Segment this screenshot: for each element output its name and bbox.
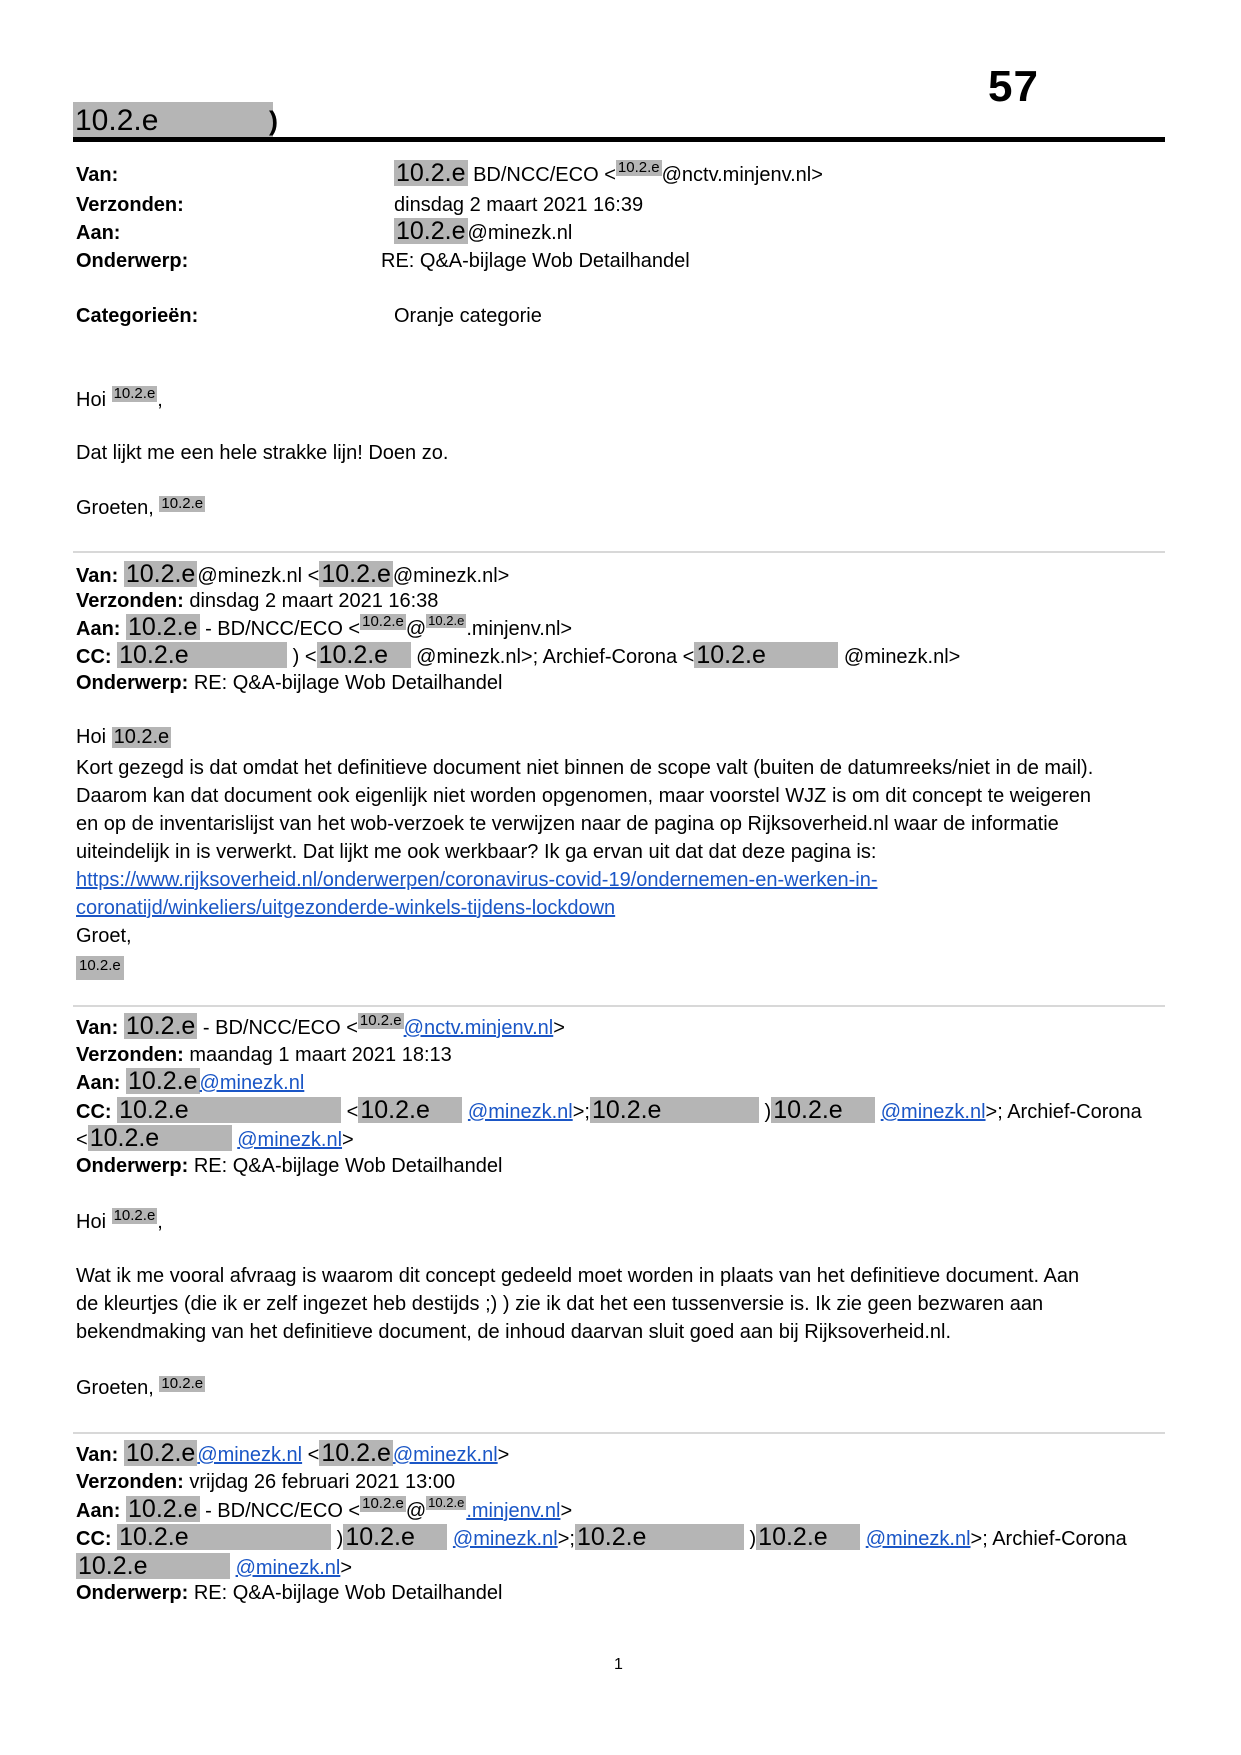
text: vrijdag 26 februari 2021 13:00 (189, 1471, 456, 1493)
text: de kleurtjes (die ik er zelf ingezet heb destijds ;) ) zie ik dat het een tussenversie is. Ik zie geen bezwaren aan (76, 1293, 1044, 1315)
redaction: 10.2.e (428, 613, 465, 628)
redaction: 10.2.e (362, 1495, 404, 1512)
text: Onderwerp: (76, 672, 189, 694)
text: ) (749, 1528, 757, 1550)
redaction: 10.2.e (117, 1097, 341, 1123)
text: >; (557, 1528, 575, 1550)
text: maandag 1 maart 2021 18:13 (189, 1044, 452, 1066)
redaction: 10.2.e (396, 217, 466, 245)
mail0-body: Dat lijkt me een hele strakke lijn! Doen zo. (76, 442, 449, 464)
text (76, 894, 1176, 922)
text: Verzonden: (76, 1471, 184, 1493)
text: < (346, 1101, 359, 1123)
text: Hoi (76, 1211, 107, 1233)
text: @minezk.nl>; Archief-Corona < (416, 646, 695, 668)
mail3-cc-row (76, 1524, 1127, 1551)
text: dinsdag 2 maart 2021 16:39 (394, 194, 644, 216)
text: Verzonden: (76, 590, 184, 612)
redaction: 10.2.e (617, 159, 660, 176)
mail2-aan-row (76, 1068, 304, 1095)
mail3-aan-row (76, 1496, 572, 1523)
redaction: 10.2.e (76, 1553, 230, 1579)
text: > (342, 1129, 354, 1151)
email-link[interactable]: @minezk.nl (197, 1444, 303, 1466)
redaction: 10.2.e (113, 1207, 156, 1224)
text (76, 950, 1176, 980)
redaction: 10.2.e (317, 642, 411, 668)
text: ) (764, 1101, 772, 1123)
rijksoverheid-link[interactable]: https://www.rijksoverheid.nl/onderwerpen/coronavirus-covid-19/ondernemen-en-werken-in- (76, 869, 878, 891)
mail3-van-row (76, 1440, 509, 1467)
redaction: 10.2.e (161, 1375, 204, 1392)
mail1-onderwerp-row (76, 672, 503, 695)
text: Daarom kan dat document ook eigenlijk niet worden opgenomen, maar voorstel WJZ is om dit concept te weigeren (76, 785, 1091, 807)
mail2-greeting (76, 1208, 163, 1234)
redaction: 10.2.e (128, 1067, 198, 1095)
text: - BD/NCC/ECO < (205, 618, 361, 640)
text: Aan: (76, 222, 121, 244)
text: - BD/NCC/ECO < (205, 1500, 361, 1522)
text: Verzonden: (76, 194, 184, 216)
mail1-van-row (76, 561, 509, 588)
mail3-verzonden-row (76, 1471, 455, 1494)
email-link[interactable]: @nctv.minjenv.nl (403, 1017, 554, 1039)
mail2-body (76, 1262, 1176, 1346)
email-link[interactable]: @minezk.nl (392, 1444, 498, 1466)
redaction: 10.2.e (321, 1439, 391, 1467)
mail1-cc-row (76, 642, 960, 669)
text: < (76, 1129, 88, 1151)
text: > (553, 1017, 565, 1039)
redaction: 10.2.e (590, 1097, 759, 1123)
redaction: 10.2.e (117, 1524, 331, 1550)
redaction-code: 10.2.e (75, 104, 159, 137)
email-link[interactable]: @minezk.nl (199, 1072, 305, 1094)
text: @minezk.nl> (843, 646, 961, 668)
text: Hoi (76, 726, 107, 748)
mail2-van-row (76, 1013, 565, 1040)
text: Groeten, (76, 497, 154, 519)
email-link[interactable]: .minjenv.nl (466, 1500, 561, 1522)
redaction: 10.2.e (117, 642, 287, 668)
text: > (560, 1500, 573, 1522)
page-stamp-number: 57 (988, 62, 1039, 111)
mail1-verzonden-row (76, 590, 438, 613)
redaction: 10.2.e (125, 1439, 196, 1467)
redaction: 10.2.e (88, 1125, 232, 1151)
text: Onderwerp: (76, 1155, 189, 1177)
redaction: 10.2.e (161, 495, 204, 512)
redaction: 10.2.e (125, 560, 196, 588)
text: - BD/NCC/ECO < (202, 1017, 358, 1039)
text: Onderwerp: (76, 1582, 189, 1604)
mail0-closing (76, 496, 205, 520)
mail2-cc-row (76, 1097, 1142, 1124)
mail2-closing (76, 1376, 205, 1400)
text: RE: Q&A-bijlage Wob Detailhandel (193, 1155, 503, 1177)
text: RE: Q&A-bijlage Wob Detailhandel (193, 672, 503, 694)
redaction: 10.2.e (321, 560, 391, 588)
redaction: 10.2.e (756, 1524, 860, 1550)
email-link[interactable]: @minezk.nl (452, 1528, 558, 1550)
text: CC: (76, 1101, 112, 1123)
redaction: 10.2.e (128, 613, 198, 641)
text: Aan: (76, 618, 121, 640)
redaction: 10.2.e (694, 642, 838, 668)
header-rule (73, 137, 1165, 142)
text: Van: (76, 565, 119, 587)
text (394, 218, 572, 245)
redaction: 10.2.e (113, 726, 170, 748)
text: Aan: (76, 1072, 121, 1094)
text: Kort gezegd is dat omdat het definitieve document niet binnen de scope valt (buiten de datumreeks/niet in de mail). (76, 757, 1094, 779)
text: Oranje categorie (394, 305, 542, 327)
text: @minezk.nl < (197, 565, 320, 587)
redaction: 10.2.e (76, 956, 124, 980)
mail2-verzonden-row (76, 1044, 452, 1067)
mail3-onderwerp-row (76, 1582, 503, 1605)
redaction: 10.2.e (125, 1012, 196, 1040)
text: RE: Q&A-bijlage Wob Detailhandel (381, 250, 690, 272)
mail1-body (76, 754, 1176, 980)
text: Hoi (76, 389, 107, 411)
text: Wat ik me vooral afvraag is waarom dit concept gedeeld moet worden in plaats van het definitieve document. Aan (76, 1265, 1080, 1287)
text: , (157, 389, 163, 411)
redaction: 10.2.e (362, 613, 404, 630)
redaction: 10.2.e (575, 1524, 744, 1550)
text: < (307, 1444, 320, 1466)
text: @ (405, 618, 427, 640)
redaction: 10.2.e (358, 1097, 462, 1123)
separator (73, 551, 1165, 553)
redaction: 10.2.e (771, 1097, 875, 1123)
text: BD/NCC/ECO < (473, 164, 616, 186)
text: .minjenv.nl> (466, 618, 573, 640)
redaction: 10.2.e (113, 385, 156, 402)
text: >; Archief-Corona (985, 1101, 1142, 1123)
text: @nctv.minjenv.nl> (661, 164, 823, 186)
text: ) < (292, 646, 317, 668)
email-link[interactable]: @minezk.nl (865, 1528, 971, 1550)
redaction: 10.2.e (359, 1012, 402, 1029)
text: Van: (76, 164, 119, 186)
separator (73, 1432, 1165, 1434)
text: Aan: (76, 1500, 121, 1522)
redacted-document-owner: 10.2.e ) (75, 104, 278, 137)
text: bekendmaking van het definitieve document, de inhoud daarvan sluit goed aan bij Rijksoverheid.nl. (76, 1321, 952, 1343)
text: ) (336, 1528, 344, 1550)
text: Groet, (76, 925, 132, 947)
text: @minezk.nl> (392, 565, 510, 587)
text: >; Archief-Corona (970, 1528, 1127, 1550)
text: en op de inventarislijst van het wob-verzoek te verwijzen naar de pagina op Rijksoverheid.nl waar de informatie (76, 813, 1059, 835)
footer-page-number: 1 (614, 1656, 623, 1673)
text: uiteindelijk in is verwerkt. Dat lijkt me ook werkbaar? Ik ga ervan uit dat dat deze pagina is: (76, 841, 877, 863)
separator (73, 1005, 1165, 1007)
text: CC: (76, 1528, 112, 1550)
text: RE: Q&A-bijlage Wob Detailhandel (193, 1582, 503, 1604)
text: @minezk.nl (467, 222, 573, 244)
text: Van: (76, 1017, 119, 1039)
redaction: 10.2.e (428, 1495, 465, 1510)
text (394, 160, 823, 187)
email-link[interactable]: @minezk.nl (237, 1129, 343, 1151)
text: Onderwerp: (76, 250, 189, 272)
mail3-cc-row-cont (76, 1553, 352, 1580)
text: > (340, 1557, 353, 1579)
mail2-onderwerp-row (76, 1155, 503, 1178)
text: Groeten, (76, 1377, 154, 1399)
redaction: 10.2.e (128, 1495, 198, 1523)
email-link[interactable]: @minezk.nl (235, 1557, 341, 1579)
text: , (157, 1211, 163, 1233)
text: CC: (76, 646, 112, 668)
mail2-cc-row-cont (76, 1125, 354, 1152)
text: >; (572, 1101, 590, 1123)
mail1-aan-row (76, 614, 572, 641)
text: @ (405, 1500, 427, 1522)
text (76, 866, 1176, 894)
redaction: 10.2.e (343, 1524, 447, 1550)
text: dinsdag 2 maart 2021 16:38 (189, 590, 439, 612)
email-link[interactable]: @minezk.nl (880, 1101, 986, 1123)
redaction: 10.2.e (396, 159, 466, 187)
text: > (497, 1444, 510, 1466)
mail0-greeting (76, 386, 163, 412)
text: Categorieën: (76, 305, 199, 327)
rijksoverheid-link-cont[interactable]: coronatijd/winkeliers/uitgezonderde-winkels-tijdens-lockdown (76, 897, 616, 919)
text: Van: (76, 1444, 119, 1466)
text: Verzonden: (76, 1044, 184, 1066)
email-link[interactable]: @minezk.nl (467, 1101, 573, 1123)
mail1-greeting (76, 726, 171, 749)
